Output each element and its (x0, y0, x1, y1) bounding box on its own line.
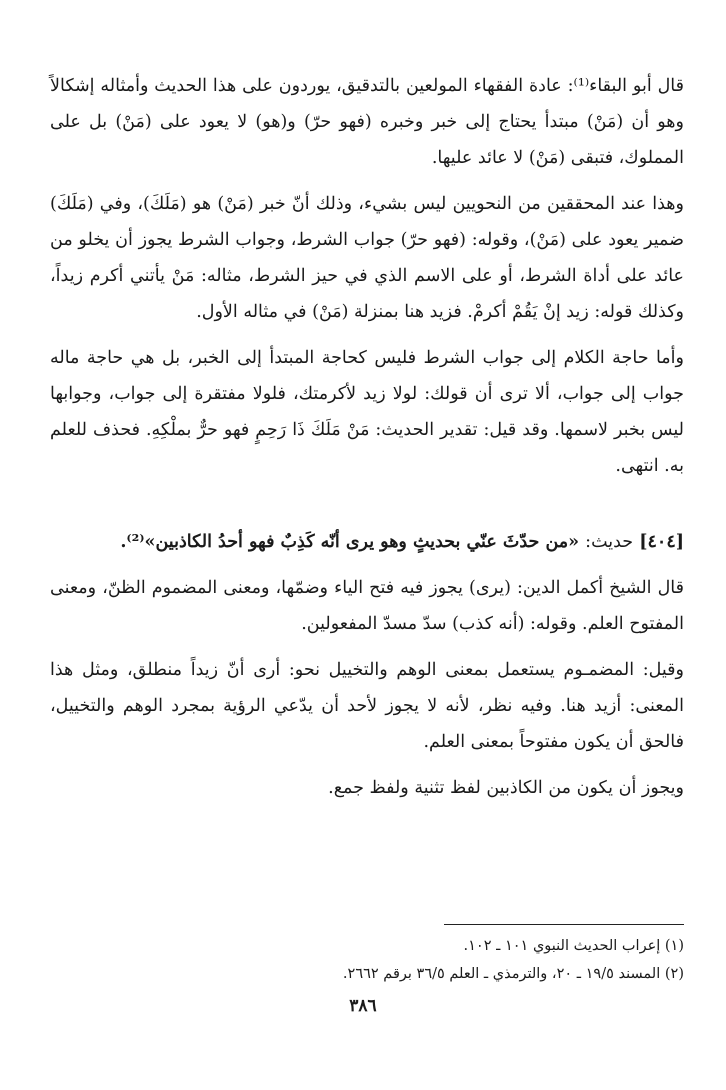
hadith-heading (50, 524, 684, 560)
footnote-item: (١) إعراب الحديث النبوي ١٠١ ـ ١٠٢. (463, 938, 684, 954)
footnote-item: (٢) المسند ١٩/٥ ـ ٢٠، والترمذي ـ العلم ٣٦/٥ برقم ٢٦٦٢. (342, 966, 684, 982)
paragraph-kadhibin: ويجوز أن يكون من الكاذبين لفظ تثنية ولفظ جمع. (328, 778, 684, 798)
hadith-label: حديث: (585, 532, 634, 552)
paragraph-akmal-al-din: قال الشيخ أكمل الدين: (يرى) يجوز فيه فتح الياء وضمّها، ومعنى المضموم الظنّ، ومعنى المفتوح العلم. وقوله: (أنه كذب) سدّ مسدّ المفعولين. (50, 578, 684, 634)
footnote-separator (444, 924, 684, 925)
hadith-number: [٤٠٤] (639, 532, 684, 552)
footnotes (50, 932, 684, 988)
paragraph-wahm: وقيل: المضمـوم يستعمل بمعنى الوهم والتخييل نحو: أرى أنّ زيداً منطلق، ومثل هذا المعنى: أزيد هنا. وفيه نظر، لأنه لا يجوز لأحد أن يدّعي الرؤية بمجرد الوهم والتخييل، فالحق أن يكون مفتوحاً بمعنى العلم. (50, 660, 684, 752)
page-number: ٣٨٦ (349, 996, 377, 1016)
paragraph-grammarians: وهذا عند المحققين من النحويين ليس بشيء، وذلك أنّ خبر (مَنْ) هو (مَلَكَ)، وفي (مَلَكَ) ضمير يعود على (مَنْ)، وقوله: (فهو حرّ) جواب الشرط، وجواب الشرط يجوز أن يخلو من عائد على أداة الشرط، أو على الاسم الذي في حيز الشرط، مثاله: مَنْ يأتني أكرم زيداً، وكذلك قوله: زيد إنْ يَقُمْ أكرمْ. فزيد هنا بمنزلة (مَنْ) في مثاله الأول. (50, 194, 684, 322)
paragraph-abu-al-baqa: قال أبو البقاء⁽¹⁾: عادة الفقهاء المولعين بالتدقيق، يوردون على هذا الحديث وأمثاله إشكالاً وهو أن (مَنْ) مبتدأ يحتاج إلى خبر وخبره (فهو حرّ) و(هو) لا يعود على (مَنْ) بل على المملوك، فتبقى (مَنْ) لا عائد عليها. (50, 76, 684, 168)
paragraph-condition-answer: وأما حاجة الكلام إلى جواب الشرط فليس كحاجة المبتدأ إلى الخبر، بل هي حاجة ماله جواب إلى جواب، ألا ترى أن قولك: لولا زيد لأكرمتك، فلولا مفتقرة إلى جواب، وجوابها ليس بخبر لاسمها. وقد قيل: تقدير الحديث: مَنْ مَلَكَ ذَا رَحِمٍ فهو حرٌّ بملْكِهِ. فحذف للعلم به. انتهى. (50, 348, 684, 476)
hadith-text: «من حدّثَ عنّي بحديثٍ وهو يرى أنّه كَذِبٌ فهو أحدُ الكاذبين»⁽²⁾. (120, 532, 580, 552)
